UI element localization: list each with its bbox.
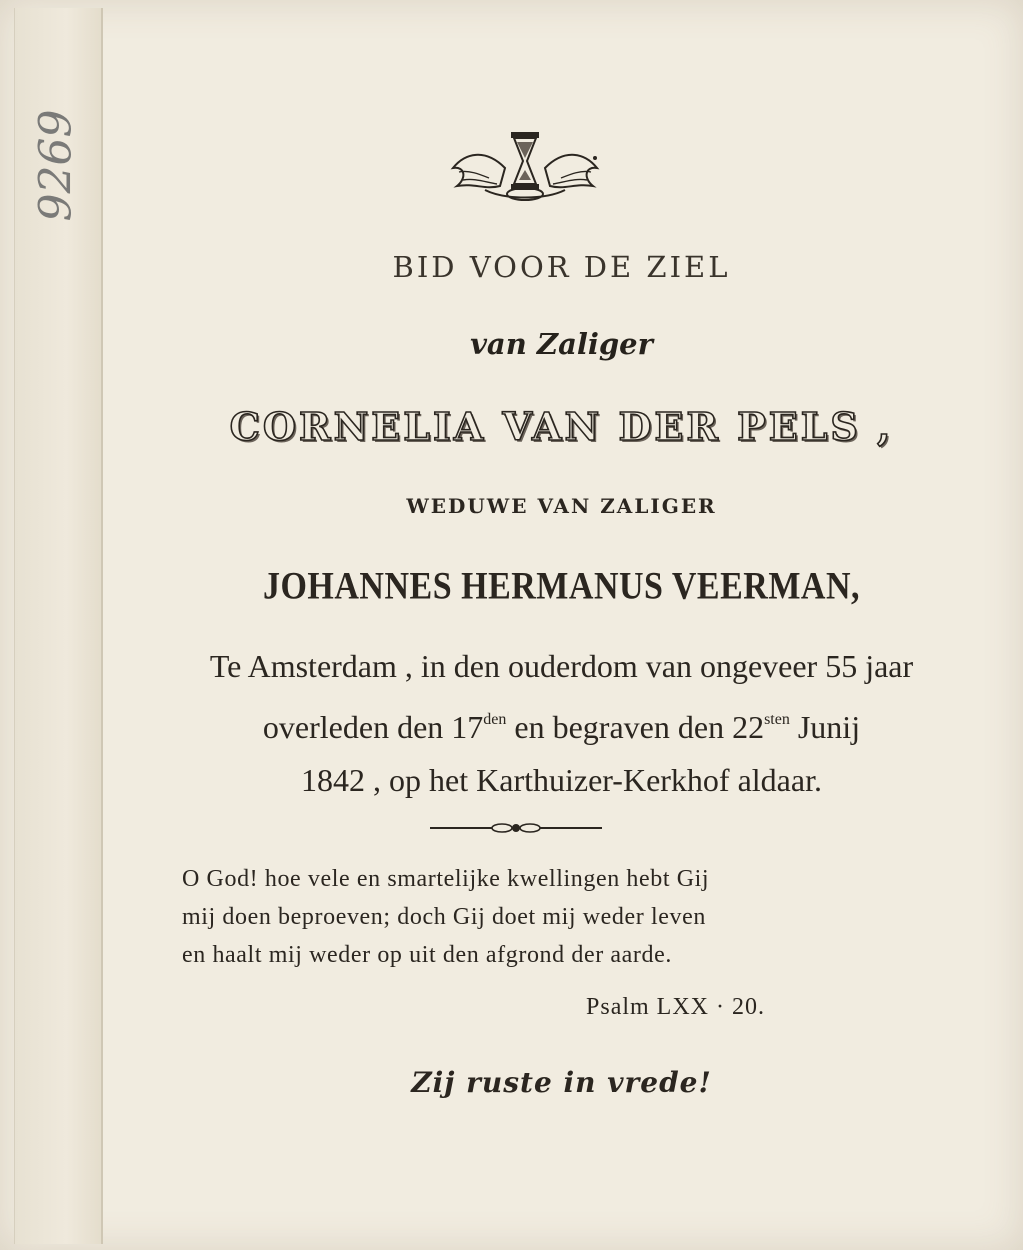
prayer-heading: BID VOOR DE ZIEL [392, 250, 731, 284]
death-details-line-1: Te Amsterdam , in den ouderdom van ongeveer 55 jaar [209, 648, 914, 684]
ornamental-divider-icon [430, 820, 602, 836]
death-details-line-2: overleden den $17^{den}$ en begraven den $22^{sten}$ Junij [262, 709, 861, 745]
verse-line-3: en haalt mij weder op uit den afgrond der aarde. [182, 942, 672, 968]
widow-label: WEDUWE VAN ZALIGER [406, 494, 717, 518]
hourglass-skull-emblem-icon [445, 128, 605, 203]
death-details-line-3: 1842 , op het Karthuizer-Kerkhof aldaar. [301, 762, 822, 798]
psalm-verse [182, 860, 858, 974]
spouse-name: JOHANNES HERMANUS VEERMAN, [262, 565, 861, 608]
deceased-name: CORNELIA VAN DER PELS , [229, 404, 894, 449]
psalm-reference: Psalm LXX · 20. [586, 994, 765, 1020]
closing-blessing: Zij ruste in vrede! [411, 1066, 712, 1099]
inventory-number: 9269 [30, 109, 82, 221]
verse-line-2: mij doen beproeven; doch Gij doet mij weder leven [182, 904, 706, 930]
deceased-prefix: van Zaliger [470, 327, 653, 361]
verse-line-1: O God! hoe vele en smartelijke kwellingen hebt Gij [182, 866, 710, 892]
death-details [100, 640, 1023, 807]
card-content [100, 0, 1023, 1250]
